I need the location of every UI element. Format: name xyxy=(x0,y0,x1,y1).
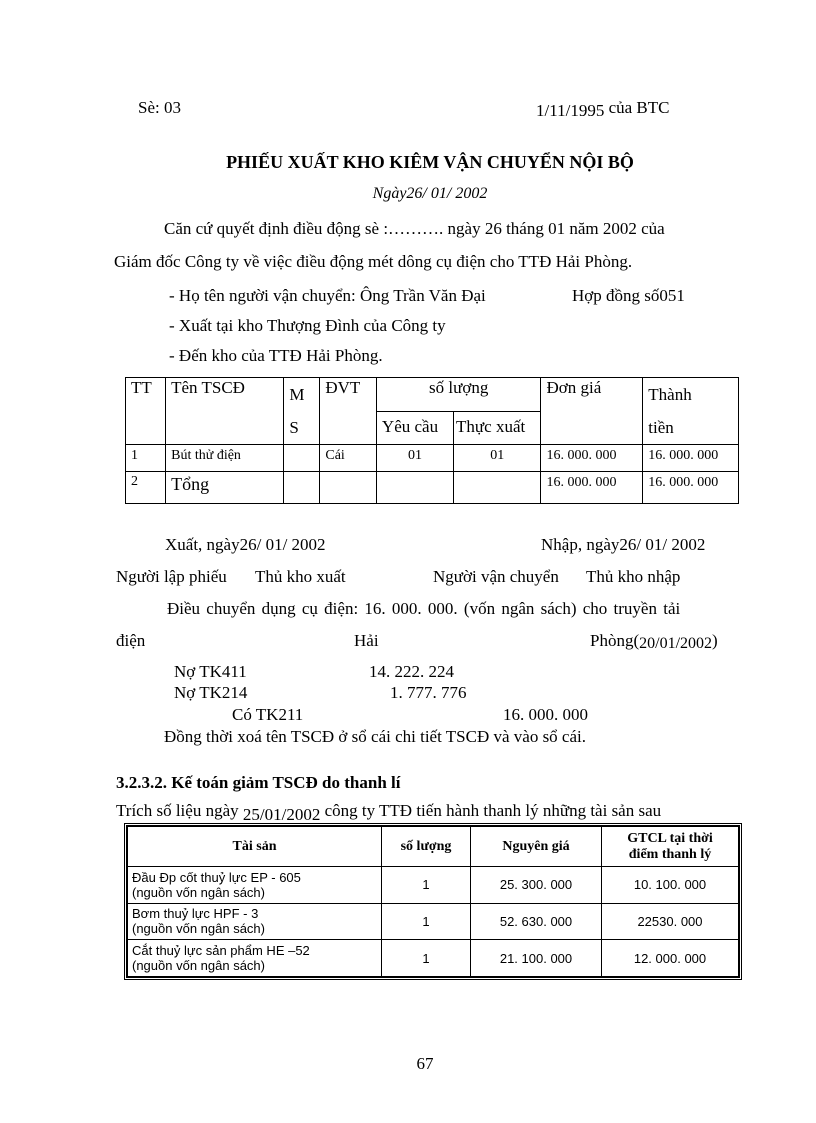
row-residual-value: 10. 100. 000 xyxy=(602,867,739,904)
row-asset-name: Cắt thuỷ lực sản phẩm HE –52 xyxy=(132,943,310,959)
row-asset xyxy=(128,903,382,940)
row-asset-name: Bơm thuỷ lực HPF - 3 xyxy=(132,906,259,922)
row-total: 16. 000. 000 xyxy=(643,472,739,504)
col-header-quantity: số lượng xyxy=(376,378,541,412)
row-tt: 1 xyxy=(126,445,166,472)
row-asset xyxy=(128,867,382,904)
row-asset-source: (nguồn vốn ngân sách) xyxy=(132,921,265,937)
signature-import-keeper: Thủ kho nhập xyxy=(586,567,681,586)
row-asset-name: Tổng xyxy=(166,472,284,504)
row-quantity: 1 xyxy=(382,940,471,977)
row-cost: 25. 300. 000 xyxy=(471,867,602,904)
row-cost: 52. 630. 000 xyxy=(471,903,602,940)
decision-issuer: của BTC xyxy=(608,98,670,117)
row-asset-name: Đầu Đp cốt thuỷ lực EP - 605 xyxy=(132,869,301,885)
col-header-residual-line1: GTCL tại thời xyxy=(627,830,713,846)
col-header-total-line2: tiền xyxy=(648,418,674,437)
to-warehouse: - Đến kho của TTĐ Hải Phòng. xyxy=(169,346,383,365)
document-number: Sè: 03 xyxy=(138,98,181,117)
row-actual xyxy=(454,472,541,504)
col-header-unit-price: Đơn giá xyxy=(541,378,643,445)
signature-carrier: Người vận chuyển xyxy=(433,567,559,586)
signature-preparer: Người lập phiếu xyxy=(116,567,227,586)
transfer-date: 20/01/2002 xyxy=(639,635,713,652)
section-intro-end: công ty TTĐ tiến hành thanh lý những tài sản sau xyxy=(324,801,662,820)
intro-line-1: Căn cứ quyết định điều động sè :………. ngày 26 tháng 01 năm 2002 của xyxy=(164,219,665,238)
issue-slip-table xyxy=(125,377,739,504)
row-ms xyxy=(284,472,320,504)
transfer-line-2-end xyxy=(590,631,718,651)
decision-date: 1/11/1995 xyxy=(536,101,605,120)
section-intro-start: Trích số liệu ngày xyxy=(116,801,239,820)
liquidation-table xyxy=(127,826,739,977)
col-header-quantity: số lượng xyxy=(382,827,471,867)
transfer-line-2-middle: Hải xyxy=(354,631,379,650)
col-header-asset: Tài sản xyxy=(128,827,382,867)
col-header-ms-line1: M xyxy=(289,385,305,404)
row-asset xyxy=(128,940,382,977)
section-intro-date: 25/01/2002 xyxy=(242,805,321,824)
col-header-requested: Yêu cầu xyxy=(376,412,453,445)
entry-amount: 14. 222. 224 xyxy=(369,662,454,681)
liquidation-table-frame xyxy=(124,823,742,980)
entry-account: Có TK211 xyxy=(232,705,304,724)
col-header-total xyxy=(643,378,739,445)
row-tt: 2 xyxy=(126,472,166,504)
section-intro xyxy=(116,801,662,824)
row-requested: 01 xyxy=(376,445,453,472)
import-date: Nhập, ngày26/ 01/ 2002 xyxy=(541,535,706,554)
col-header-actual: Thực xuất xyxy=(454,412,541,445)
col-header-asset-name: Tên TSCĐ xyxy=(166,378,284,445)
row-unit xyxy=(320,472,377,504)
document-date: Ngày26/ 01/ 2002 xyxy=(372,185,488,202)
table-row xyxy=(128,867,739,904)
entries-note: Đồng thời xoá tên TSCĐ ở sổ cái chi tiết TSCĐ và vào sổ cái. xyxy=(164,727,586,746)
col-header-ms-line2: S xyxy=(289,418,299,437)
entry-account: Nợ TK411 xyxy=(174,662,247,681)
section-heading: 3.2.3.2. Kế toán giảm TSCĐ do thanh lí xyxy=(116,773,401,792)
export-date: Xuất, ngày26/ 01/ 2002 xyxy=(165,535,326,554)
table-row xyxy=(128,940,739,977)
signature-export-keeper: Thủ kho xuất xyxy=(255,567,346,586)
transfer-line-1: Điều chuyển dụng cụ điện: 16. 000. 000. (vốn ngân sách) cho truyền tải xyxy=(167,599,681,618)
table-row xyxy=(126,472,739,504)
contract-number: Hợp đồng số051 xyxy=(572,286,685,305)
row-asset-name: Bút thử điện xyxy=(166,445,284,472)
row-total: 16. 000. 000 xyxy=(643,445,739,472)
row-residual-value: 22530. 000 xyxy=(602,903,739,940)
row-unit-price: 16. 000. 000 xyxy=(541,472,643,504)
transfer-place: Phòng( xyxy=(590,631,640,650)
table-row xyxy=(126,445,739,472)
transfer-close: ) xyxy=(712,631,718,650)
from-warehouse: - Xuất tại kho Thượng Đình của Công ty xyxy=(169,316,446,335)
row-requested xyxy=(376,472,453,504)
entry-account: Nợ TK214 xyxy=(174,683,248,702)
row-quantity: 1 xyxy=(382,867,471,904)
row-unit: Cái xyxy=(320,445,377,472)
entry-amount: 1. 777. 776 xyxy=(390,683,467,702)
transfer-line-2-start: điện xyxy=(116,631,146,650)
col-header-unit: ĐVT xyxy=(320,378,377,445)
row-quantity: 1 xyxy=(382,903,471,940)
col-header-residual-line2: điểm thanh lý xyxy=(628,846,712,862)
col-header-tt: TT xyxy=(126,378,166,445)
row-actual: 01 xyxy=(454,445,541,472)
row-residual-value: 12. 000. 000 xyxy=(602,940,739,977)
col-header-residual-value xyxy=(602,827,739,867)
row-ms xyxy=(284,445,320,472)
decision-reference xyxy=(536,98,669,118)
page-number: 67 xyxy=(416,1054,434,1073)
carrier-name: - Họ tên người vận chuyển: Ông Trần Văn Đại xyxy=(169,286,486,305)
col-header-ms xyxy=(284,378,320,445)
entry-amount: 16. 000. 000 xyxy=(503,705,588,724)
col-header-total-line1: Thành xyxy=(648,385,692,404)
page-title: PHIẾU XUẤT KHO KIÊM VẬN CHUYỂN NỘI BỘ xyxy=(226,152,634,172)
row-asset-source: (nguồn vốn ngân sách) xyxy=(132,958,265,974)
row-asset-source: (nguồn vốn ngân sách) xyxy=(132,884,265,900)
table-row xyxy=(128,903,739,940)
row-cost: 21. 100. 000 xyxy=(471,940,602,977)
intro-line-2: Giám đốc Công ty về việc điều động mét dông cụ điện cho TTĐ Hải Phòng. xyxy=(114,252,633,271)
row-unit-price: 16. 000. 000 xyxy=(541,445,643,472)
col-header-cost: Nguyên giá xyxy=(471,827,602,867)
